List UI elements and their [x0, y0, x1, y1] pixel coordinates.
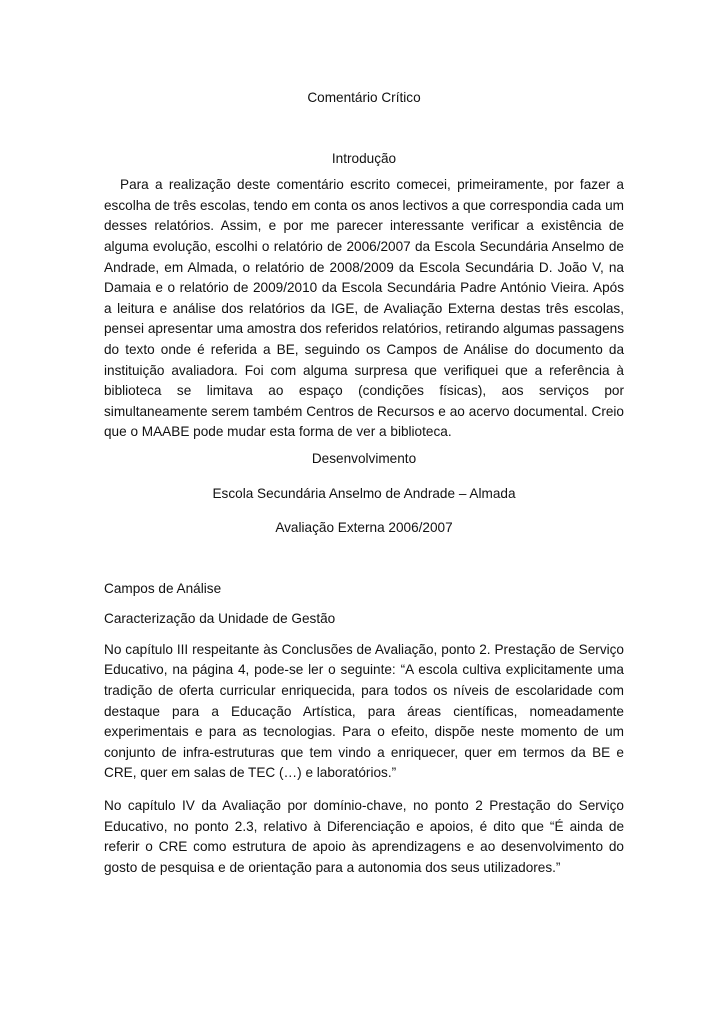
evaluation-heading: Avaliação Externa 2006/2007 — [275, 520, 453, 536]
development-heading: Desenvolvimento — [311, 450, 417, 466]
intro-paragraph: Para a realização deste comentário escrito comecei, primeiramente, por fazer a escolha de três escolas, tendo em conta os anos lectivos a que correspondia cada um desses relatórios. Assim, e por me parecer interessante verificar a existência de alguma evolução, escolhi o relatório de 2006/2007 da Escola Secundária Anselmo de Andrade, em Almada, o relatório de 2008/2009 da Escola Secundária D. João V, na Damaia e o relatório de 2009/2010 da Escola Secundária Padre António Vieira. Após a leitura e análise dos relatórios da IGE, de Avaliação Externa destas três escolas, pensei apresentar uma amostra dos referidos relatórios, retirando algumas passagens do texto onde é referida a BE, seguindo os Campos de Análise do documento da instituição avaliadora. Foi com alguma surpresa que verifiquei que a referência à biblioteca se limitava ao espaço (condições físicas), aos serviços por simultaneamente serem também Centros de Recursos e ao acervo documental. Creio que o MAABE pode mudar esta forma de ver a biblioteca. — [104, 177, 624, 440]
school-heading: Escola Secundária Anselmo de Andrade – Almada — [212, 485, 516, 501]
fields-of-analysis-label: Campos de Análise — [104, 580, 222, 596]
body-paragraph-1: No capítulo III respeitante às Conclusões de Avaliação, ponto 2. Prestação de Serviço Educativo, na página 4, pode-se ler o seguinte: “A escola cultiva explicitamente uma tradição de oferta curricular enriquecida, para todos os níveis de escolaridade com destaque para a Educação Artística, para áreas científicas, nomeadamente experimentais e para as tecnologias. Para o efeito, dispõe neste momento de um conjunto de infra-estruturas que tem vindo a enriquecer, quer em termos da BE e CRE, quer em salas de TEC (…) e laboratórios.” — [104, 641, 624, 781]
document-title: Comentário Crítico — [307, 90, 421, 105]
body-paragraph-2: No capítulo IV da Avaliação por domínio-chave, no ponto 2 Prestação do Serviço Educativo, no ponto 2.3, relativo à Diferenciação e apoios, é dito que “É ainda de referir o CRE como estrutura de apoio às aprendizagens e ao desenvolvimento do gosto de pesquisa e de orientação para a autonomia dos seus utilizadores.” — [104, 798, 624, 875]
intro-heading: Introdução — [331, 150, 397, 166]
document-content — [104, 88, 624, 878]
management-unit-label: Caracterização da Unidade de Gestão — [104, 611, 336, 627]
